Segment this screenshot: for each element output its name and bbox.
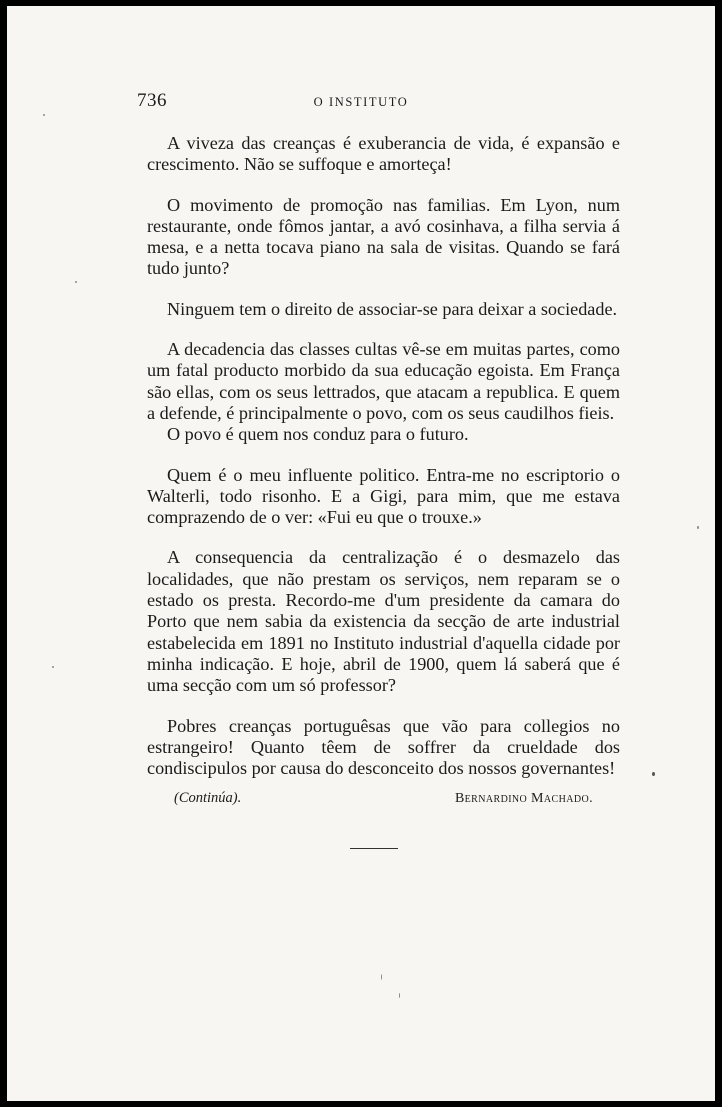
paragraph-4: A decadencia das classes cultas vê-se em muitas partes, como um fatal producto morbido da sua educação egoista. Em França são ellas, com os seus lettrados, que atacam a republica. E quem a defende, é principalmente o povo, com os seus caudilhos fieis.	[147, 339, 620, 423]
scan-speck	[381, 974, 382, 980]
document-page	[7, 6, 715, 1101]
paragraph-3: Ninguem tem o direito de associar-se para deixar a sociedade.	[167, 298, 618, 319]
paragraph-5: O povo é quem nos conduz para o futuro.	[167, 424, 469, 445]
signature-line	[147, 786, 620, 810]
page-number: 736	[137, 90, 167, 111]
running-header	[7, 90, 715, 112]
paragraph-2: O movimento de promoção nas familias. Em Lyon, num restaurante, onde fômos jantar, a avó cosinhava, a filha servia á mesa, e a netta tocava piano na sala de visitas. Quando se fará tudo junto?	[147, 194, 620, 279]
paragraph-6: Quem é o meu influente politico. Entra-me no escriptorio o Walterli, todo risonho. E a Gigi, para mim, que me estava comprazendo de o ver: «Fui eu que o trouxe.»	[147, 464, 620, 528]
scan-speck	[697, 526, 699, 529]
paragraph-7: A consequencia da centralização é o desmazelo das localidades, que não prestam os serviços, nem reparam se o estado os presta. Recordo-me d'um presidente da camara do Porto que nem sabia da existencia da secção de arte industrial estabelecida em 1891 no Instituto industrial d'aquella cidade por minha indicação. E hoje, abril de 1900, quem lá saberá que é uma secção com um só professor?	[147, 547, 620, 696]
journal-title: O INSTITUTO	[313, 95, 409, 109]
scan-speck	[399, 993, 400, 998]
continued-note: (Continúa).	[174, 790, 242, 807]
body-text	[147, 133, 620, 810]
scan-speck	[652, 772, 655, 776]
paragraph-1: A viveza das creanças é exuberancia de vida, é expansão e crescimento. Não se suffoque e amorteça!	[147, 133, 620, 175]
scan-speck	[52, 666, 54, 668]
paragraph-8: Pobres creanças portuguêsas que vão para collegios no estrangeiro! Quanto têem de soffrer da crueldade dos condiscipulos por causa do desconceito dos nossos governantes!	[147, 715, 620, 779]
scan-speck	[43, 114, 45, 116]
scan-speck	[75, 281, 77, 283]
end-rule	[350, 848, 398, 849]
author-name: Bernardino Machado.	[454, 791, 593, 807]
